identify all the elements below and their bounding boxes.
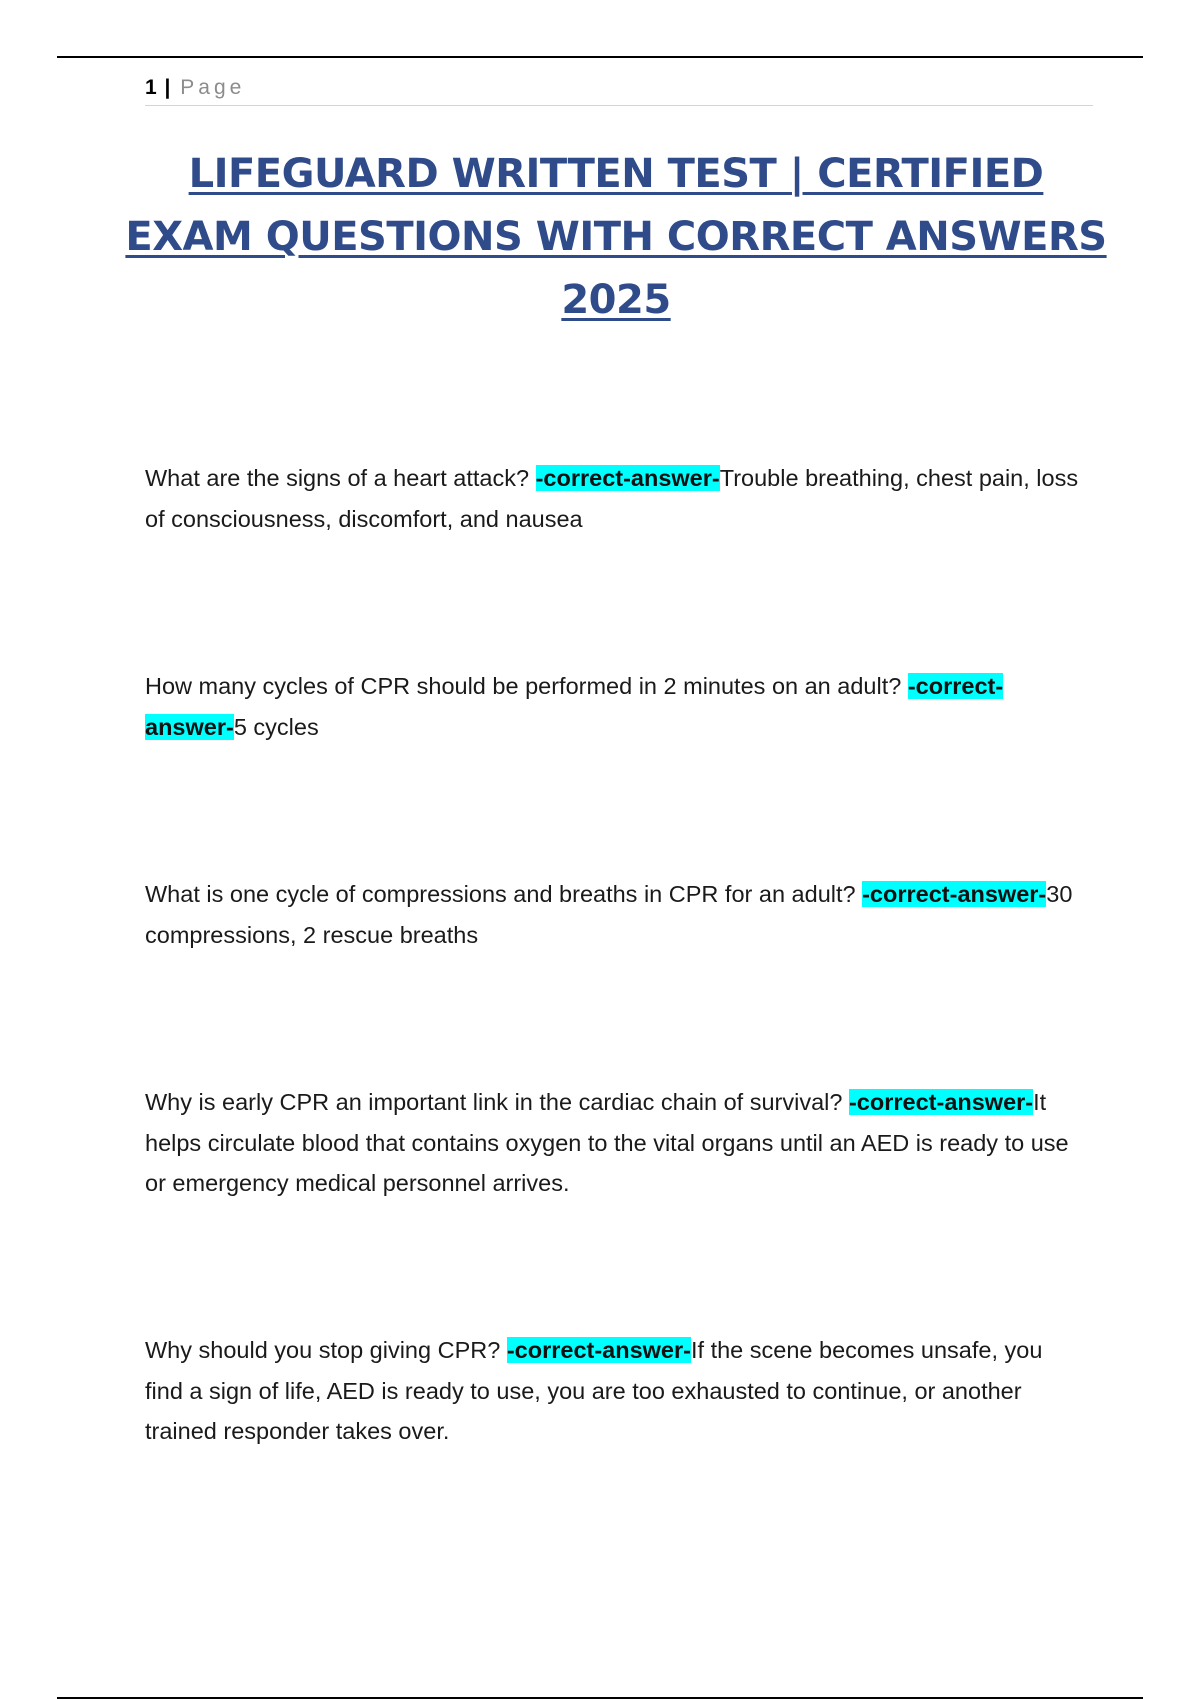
top-rule bbox=[57, 56, 1143, 58]
answer-text: 30 compressions, 2 rescue breaths bbox=[145, 881, 1073, 948]
answer-text: If the scene becomes unsafe, you find a sign of life, AED is ready to use, you are too exhausted to continue, or another trained responder takes over. bbox=[145, 1337, 1043, 1444]
title-line-3: 2025 bbox=[561, 277, 671, 323]
question-text: What are the signs of a heart attack? bbox=[145, 465, 536, 491]
bottom-rule bbox=[57, 1697, 1143, 1699]
correct-answer-marker: -correct-answer- bbox=[848, 1089, 1034, 1115]
answer-text: 5 cycles bbox=[233, 713, 319, 740]
page-header bbox=[145, 75, 1093, 106]
title-line-1: LIFEGUARD WRITTEN TEST | CERTIFIED bbox=[188, 151, 1044, 197]
document-title bbox=[120, 143, 1112, 332]
correct-answer-marker: -correct-answer- bbox=[862, 881, 1047, 907]
correct-answer-marker: -correct-answer- bbox=[145, 673, 1004, 740]
correct-answer-marker: -correct-answer- bbox=[535, 465, 720, 491]
page-separator: | bbox=[164, 76, 171, 99]
qa-item bbox=[145, 666, 1085, 747]
page-number: 1 bbox=[145, 76, 157, 99]
qa-item bbox=[145, 1082, 1085, 1204]
question-text: Why should you stop giving CPR? bbox=[145, 1337, 507, 1363]
title-line-2: EXAM QUESTIONS WITH CORRECT ANSWERS bbox=[125, 214, 1107, 260]
answer-text: It helps circulate blood that contains oxygen to the vital organs until an AED is ready to use or emergency medical personnel arrives. bbox=[145, 1089, 1069, 1196]
page-label: Page bbox=[180, 76, 246, 99]
qa-item bbox=[145, 458, 1085, 539]
qa-item bbox=[145, 1330, 1085, 1452]
question-text: What is one cycle of compressions and breaths in CPR for an adult? bbox=[145, 881, 863, 907]
correct-answer-marker: -correct-answer- bbox=[506, 1337, 691, 1363]
qa-item bbox=[145, 874, 1085, 955]
answer-text: Trouble breathing, chest pain, loss of consciousness, discomfort, and nausea bbox=[145, 465, 1079, 532]
question-text: Why is early CPR an important link in the cardiac chain of survival? bbox=[145, 1089, 849, 1115]
question-text: How many cycles of CPR should be performed in 2 minutes on an adult? bbox=[145, 673, 908, 699]
